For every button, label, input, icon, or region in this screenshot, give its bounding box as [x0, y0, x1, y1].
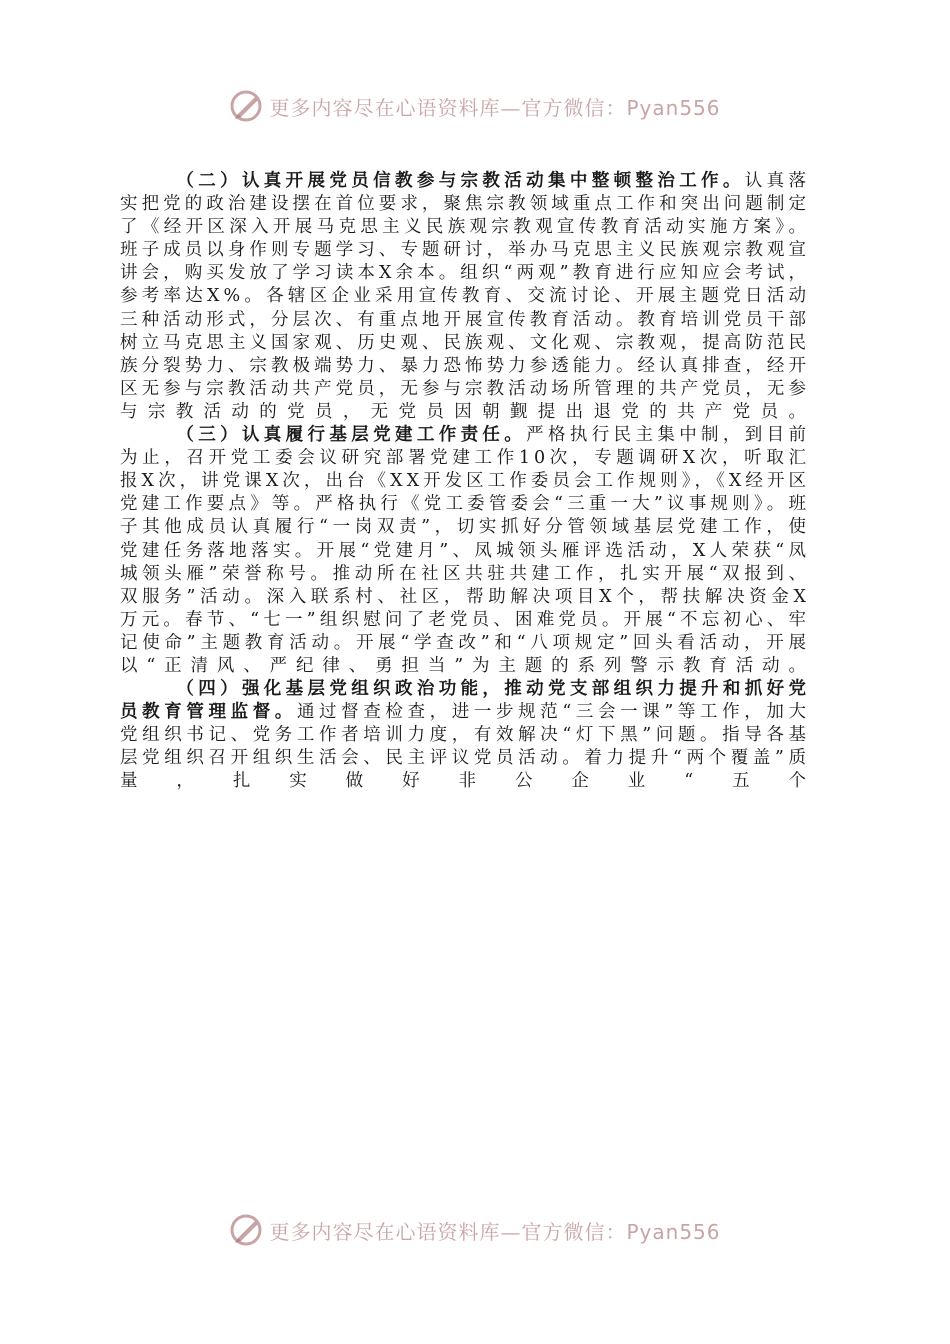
paragraph-text: 严格执行民主集中制，到目前为止，召开党工委会议研究部署党建工作10次，专题调研X次，听取汇报X次，讲党课X次，出台《XX开发区工作委员会工作规则》，《X经开区党建工作要点》等。严格执行《党工委管委会“三重一大”议事规则》。班子其他成员认真履行“一岗双责”，切实抓好分管领域基层党建工作，使党建任务落地落实。开展“党建月”、凤城领头雁评选活动，X人荣获“凤城领头雁”荣誉称号。推动所在社区共驻共建工作，扎实开展“双报到、双服务”活动。深入联系村、社区，帮助解决项目X个，帮扶解决资金X万元。春节、“七一”组织慰问了老党员、困难党员。开展“不忘初心、牢记使命”主题教育活动。开展“学查改”和“八项规定”回头看活动，开展以“正清风、严纪律、勇担当”为主题的系列警示教育活动。: [120, 425, 811, 676]
wechat-id: Pyan556: [626, 95, 721, 120]
paragraph-4: [120, 678, 810, 793]
paragraph-heading: （二）认真开展党员信教参与宗教活动集中整顿整治工作。: [176, 171, 745, 191]
header-banner: [0, 84, 950, 128]
pen-seal-icon: [229, 1212, 265, 1248]
paragraph-text: 认真落实把党的政治建设摆在首位要求，聚焦宗教领域重点工作和突出问题制定了《经开区深入开展马克思主义民族观宗教观宣传教育活动实施方案》。班子成员以身作则专题学习、专题研讨，举办马克思主义民族观宗教观宣讲会，购买发放了学习读本X余本。组织“两观”教育进行应知应会考试，参考率达X%。各辖区企业采用宣传教育、交流讨论、开展主题党日活动三种活动形式，分层次、有重点地开展宣传教育活动。教育培训党员干部树立马克思主义国家观、历史观、民族观、文化观、宗教观，提高防范民族分裂势力、宗教极端势力、暴力恐怖势力参透能力。经认真排查，经开区无参与宗教活动共产党员，无参与宗教活动场所管理的共产党员，无参与宗教活动的党员，无党员因朝觐提出退党的共产党员。: [120, 171, 811, 422]
paragraph-3: [120, 424, 810, 678]
paragraph-heading: （三）认真履行基层党建工作责任。: [176, 425, 527, 446]
footer-banner: [0, 1208, 950, 1252]
paragraph-2: [120, 170, 810, 424]
paragraph-text: 通过督查检查，进一步规范“三会一课”等工作，加大党组织书记、党务工作者培训力度，有效解决“灯下黑”问题。指导各基层党组织召开组织生活会、民主评议党员活动。着力提升“两个覆盖”质量，扎实做好非公企业“五个: [120, 702, 810, 792]
paragraph-heading: （四）强化基层党组织政治功能，推动党支部组织力提升和抓好党员教育管理监督。: [120, 679, 810, 723]
document-body: [120, 170, 810, 794]
banner-text: 更多内容尽在心语资料库—官方微信：Pyan556: [269, 95, 721, 120]
banner-text: 更多内容尽在心语资料库—官方微信：Pyan556: [269, 1219, 721, 1244]
wechat-id: Pyan556: [626, 1219, 721, 1244]
pen-seal-icon: [229, 88, 265, 124]
